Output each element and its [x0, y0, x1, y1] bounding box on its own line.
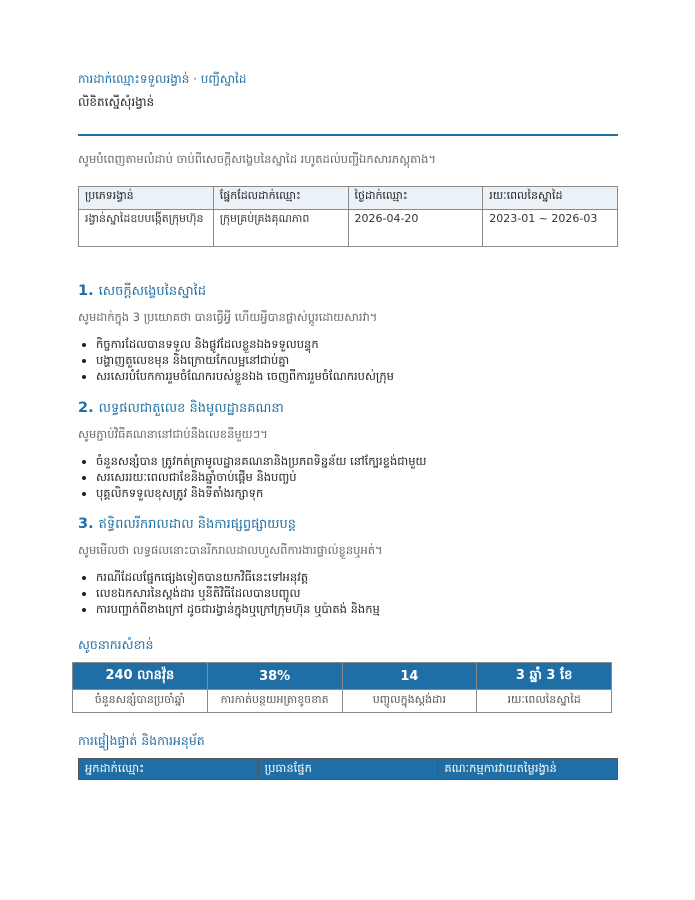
- metadata-table: [78, 186, 618, 247]
- kpi-value: 14: [342, 663, 477, 690]
- kpi-label: រយៈពេលនៃស្នាដៃ: [477, 690, 612, 713]
- list-item: • សរសេររយៈពេលជាខែនិងឆ្នាំចាប់ផ្ដើម និងបញ្ចប់: [96, 469, 426, 485]
- meta-header-award-type: ប្រភេទរង្វាន់: [79, 187, 214, 210]
- signoff-heading: ការផ្ទៀងផ្ទាត់ និងការអនុម័ត: [78, 733, 205, 748]
- section-title: ឥទ្ធិពលរីករាលដាល និងការផ្សព្វផ្សាយបន្ត: [98, 517, 297, 532]
- signoff-header-dept-head: ប្រធានផ្នែក: [258, 759, 438, 780]
- kpi-table: [72, 662, 612, 713]
- list-item: • សរសេរបំបែកការរួមចំណែករបស់ខ្លួនឯង ចេញពីការរួមចំណែករបស់ក្រុម: [96, 368, 394, 384]
- section-lead: សូមមើលថា លទ្ធផលនោះបានរីករាលដាលហួសពីការងារផ្ទាល់ខ្លួនឬអត់។: [78, 543, 383, 557]
- section-heading: [78, 516, 383, 535]
- header-divider: [78, 134, 618, 136]
- section-number: 2.: [78, 400, 94, 416]
- kpi-value: 38%: [207, 663, 342, 690]
- section-spread: [78, 516, 383, 617]
- signoff-table: [78, 758, 618, 780]
- meta-cell-period: 2023-01 ~ 2026-03: [483, 210, 618, 247]
- section-title: លទ្ធផលជាតួលេខ និងមូលដ្ឋានគណនា: [98, 401, 284, 416]
- bullet-list: [78, 569, 383, 617]
- list-item: • បុគ្គលិកទទួលខុសត្រូវ និងទីតាំងរក្សាទុក: [96, 485, 426, 501]
- meta-header-department: ផ្នែកដែលដាក់ឈ្មោះ: [213, 187, 348, 210]
- meta-header-date: ថ្ងៃដាក់ឈ្មោះ: [348, 187, 483, 210]
- signoff-header-committee: គណៈកម្មការវាយតម្លៃរង្វាន់: [438, 759, 618, 780]
- meta-cell-award-type: រង្វាន់ស្នាដៃឧបបង្កើតក្រុមហ៊ុន: [79, 210, 214, 247]
- section-heading: [78, 400, 426, 419]
- kpi-label: បញ្ចូលក្នុងស្តង់ដារ: [342, 690, 477, 713]
- bullet-list: [78, 453, 426, 501]
- document-subtitle: លិខិតស្នើសុំរង្វាន់: [78, 95, 155, 109]
- list-item: • កិច្ចការដែលបានទទួល និងផ្លូវដែលខ្លួនឯងទទួលបន្ទុក: [96, 336, 394, 352]
- section-title: សេចក្ដីសង្ខេបនៃស្នាដៃ: [98, 284, 206, 299]
- bullet-list: [78, 336, 394, 384]
- intro-text: សូមបំពេញតាមលំដាប់ ចាប់ពីសេចក្ដីសង្ខេបនៃស្នាដៃ រហូតដល់បញ្ជីឯកសារភស្តុតាង។: [78, 152, 436, 166]
- section-results: [78, 400, 426, 501]
- section-number: 3.: [78, 516, 94, 532]
- section-summary: [78, 283, 394, 384]
- meta-header-period: រយៈពេលនៃស្នាដៃ: [483, 187, 618, 210]
- section-lead: សូមដាក់ក្នុង 3 ប្រយោគថា បានធ្វើអ្វី ហើយអ្វីបានផ្លាស់ប្ដូរដោយសារវា។: [78, 310, 378, 324]
- kpi-value: 3 ឆ្នាំ 3 ខែ: [477, 663, 612, 690]
- list-item: • ករណីដែលផ្នែកផ្សេងទៀតបានយកវិធីនេះទៅអនុវត្ត: [96, 569, 383, 585]
- list-item: • បង្ហាញតួលេខមុន និងក្រោយកែលម្អនៅជាប់គ្នា: [96, 352, 394, 368]
- list-item: • លេខឯកសារនៃស្តង់ដារ ឬនីតិវិធីដែលបានបញ្ចូល: [96, 585, 383, 601]
- meta-cell-department: ក្រុមគ្រប់គ្រងគុណភាព: [213, 210, 348, 247]
- meta-cell-date: 2026-04-20: [348, 210, 483, 247]
- document-kicker: ការដាក់ឈ្មោះទទួលរង្វាន់ · បញ្ជីស្នាដៃ: [78, 72, 247, 86]
- section-heading: [78, 283, 394, 302]
- signoff-header-nominator: អ្នកដាក់ឈ្មោះ: [79, 759, 259, 780]
- section-number: 1.: [78, 283, 94, 299]
- list-item: • ការបញ្ជាក់ពីខាងក្រៅ ដូចជារង្វាន់ក្នុងឬក្រៅក្រុមហ៊ុន ឬប៉ាតង់ និងកម្ម: [96, 601, 383, 617]
- list-item: • ចំនួនសន្សំបាន ត្រូវកត់ត្រាមូលដ្ឋានគណនានិងប្រភពទិន្នន័យ នៅក្បែរខ្ទង់ជាមួយ: [96, 453, 426, 469]
- section-lead: សូមភ្ជាប់វិធីគណនានៅជាប់នឹងលេខនីមួយៗ។: [78, 427, 268, 441]
- kpi-heading: សូចនាករសំខាន់: [78, 637, 154, 652]
- kpi-label: ចំនួនសន្សំបានប្រចាំឆ្នាំ: [73, 690, 208, 713]
- kpi-value: 240 លានវ៉ុន: [73, 663, 208, 690]
- kpi-label: ការកាត់បន្ថយអត្រាខូចខាត: [207, 690, 342, 713]
